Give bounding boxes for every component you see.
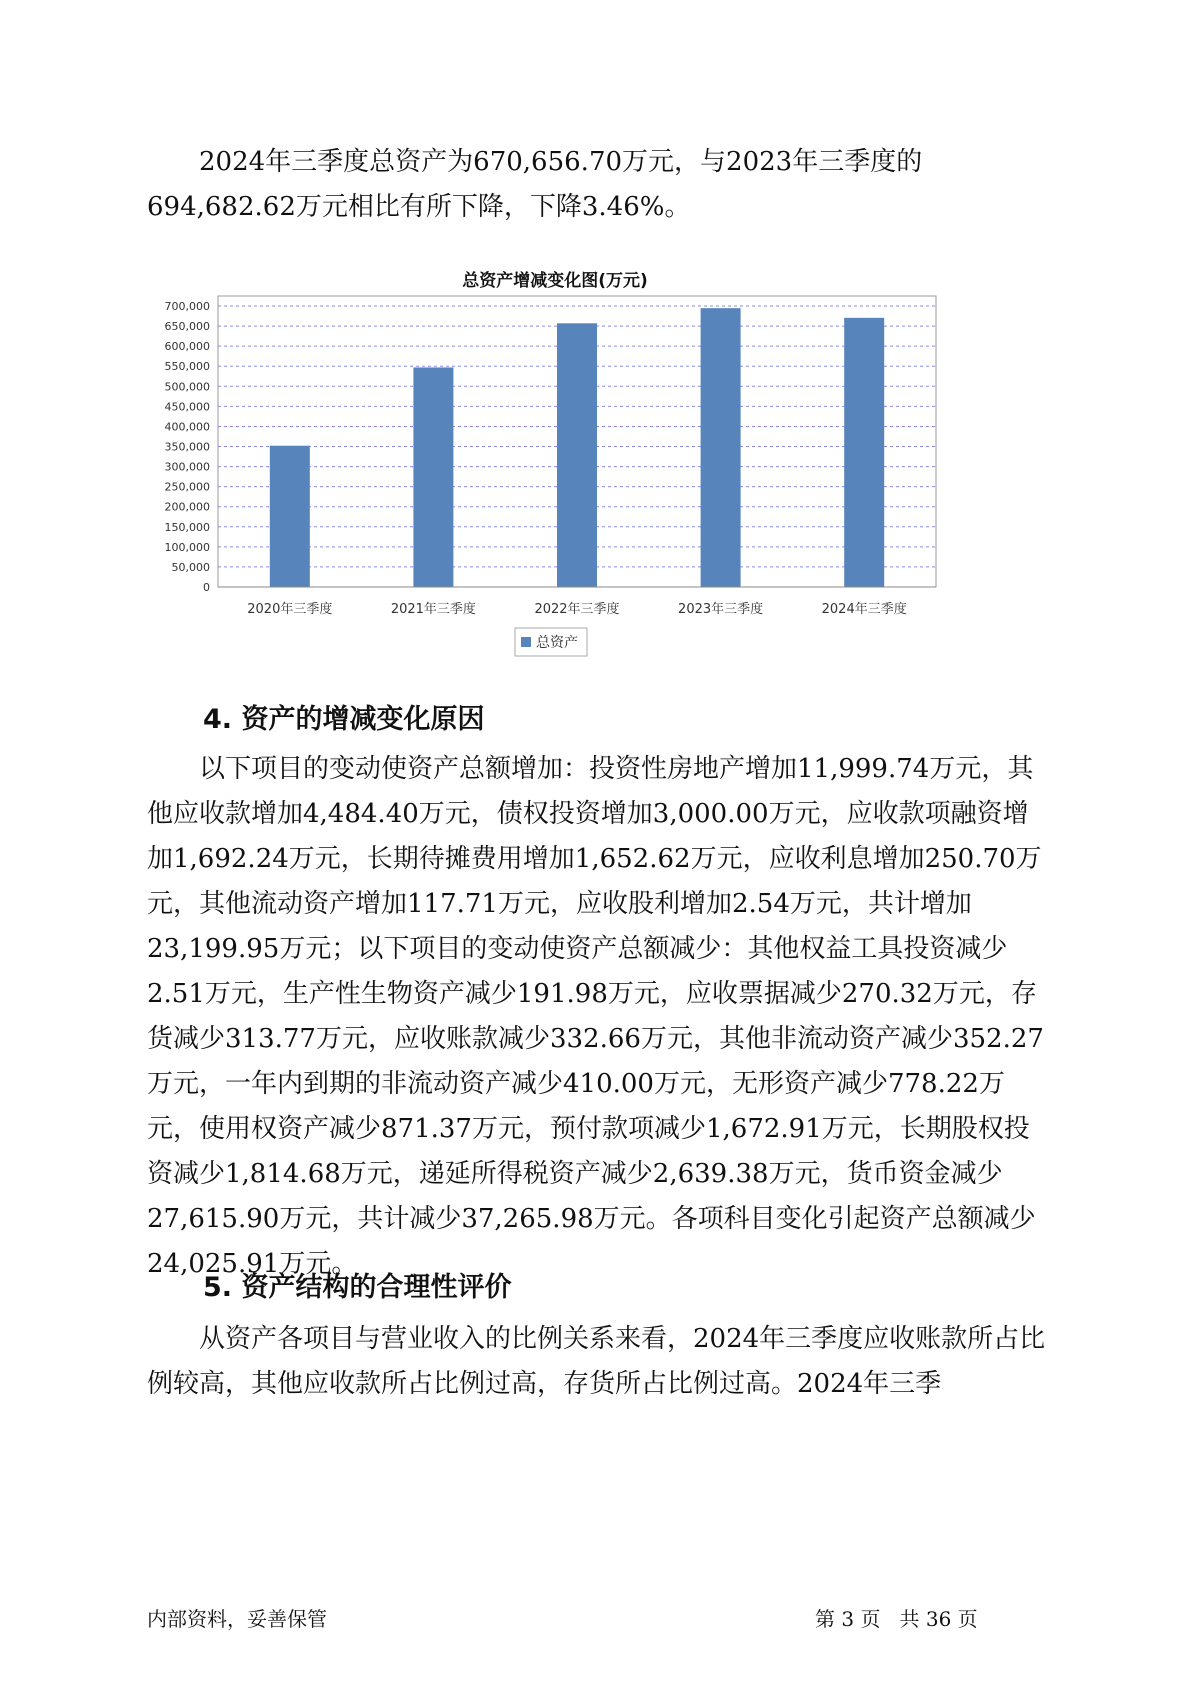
y-tick-label: 50,000 [171, 560, 210, 574]
x-tick-label: 2020年三季度 [247, 602, 333, 617]
y-tick-label: 150,000 [164, 520, 210, 534]
y-tick-label: 200,000 [164, 500, 210, 514]
y-tick-label: 500,000 [164, 380, 210, 394]
x-tick-label: 2021年三季度 [390, 602, 476, 617]
section-5-heading: 5. 资产结构的合理性评价 [203, 1272, 512, 1303]
plot-area [165, 296, 937, 617]
section-4-body: 以下项目的变动使资产总额增加：投资性房地产增加11,999.74万元，其他应收款增加4,484.40万元，债权投资增加3,000.00万元，应收款项融资增加1,692.24万元，长期待摊费用增加1,652.62万元，应收利息增加250.70万元，其他流动资产增加117.71万元，应收股利增加2.54万元，共计增加23,199.95万元；以下项目的变动使资产总额减少：其他权益工具投资减少2.51万元，生产性生物资产减少191.98万元，应收票据减少270.32万元，存货减少313.77万元，应收账款减少332.66万元，其他非流动资产减少352.27万元，一年内到期的非流动资产减少410.00万元，无形资产减少778.22万元，使用权资产减少871.37万元，预付款项减少1,672.91万元，长期股权投资减少1,814.68万元，递延所得税资产减少2,639.38万元，货币资金减少27,615.90万元，共计减少37,265.98万元。各项科目变化引起资产总额减少24,025.91万元。 [147, 754, 1044, 1279]
y-tick-label: 100,000 [164, 540, 210, 554]
y-tick-label: 400,000 [164, 420, 210, 434]
bar [413, 367, 453, 587]
y-tick-label: 550,000 [164, 360, 210, 374]
x-tick-label: 2023年三季度 [678, 602, 764, 617]
y-tick-label: 0 [203, 581, 210, 594]
intro-paragraph: 2024年三季度总资产为670,656.70万元，与2023年三季度的694,682.62万元相比有所下降，下降3.46%。 [147, 147, 923, 222]
bar [701, 308, 741, 587]
legend-swatch [521, 637, 531, 647]
y-tick-label: 300,000 [164, 460, 210, 474]
y-tick-label: 650,000 [164, 320, 210, 334]
legend-label: 总资产 [536, 635, 578, 651]
y-tick-label: 600,000 [164, 340, 210, 354]
chart-legend [515, 628, 587, 656]
total-assets-chart [140, 270, 960, 670]
bar [270, 446, 310, 587]
x-tick-label: 2024年三季度 [821, 602, 907, 617]
x-tick-label: 2022年三季度 [534, 602, 620, 617]
y-tick-label: 350,000 [164, 440, 210, 454]
y-tick-label: 450,000 [164, 400, 210, 414]
bar [557, 323, 597, 587]
bar [844, 318, 884, 587]
footer-page-number: 第 3 页 共 36 页 [815, 1607, 978, 1631]
footer-left: 内部资料，妥善保管 [147, 1607, 327, 1631]
chart-title: 总资产增减变化图(万元) [462, 271, 648, 291]
y-tick-label: 250,000 [164, 480, 210, 494]
section-5-body: 从资产各项目与营业收入的比例关系来看，2024年三季度应收账款所占比例较高，其他应收款所占比例过高，存货所占比例过高。2024年三季 [147, 1324, 1046, 1399]
section-4-heading: 4. 资产的增减变化原因 [203, 704, 485, 735]
y-tick-label: 700,000 [164, 300, 210, 314]
